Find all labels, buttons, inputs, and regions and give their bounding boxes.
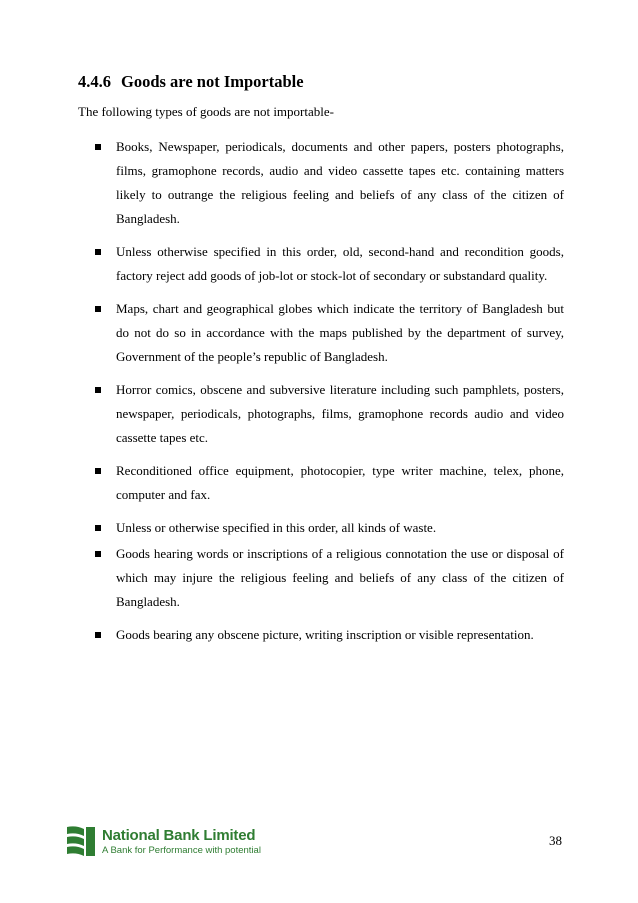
square-bullet-icon (95, 144, 101, 150)
list-item-text: Unless or otherwise specified in this order, all kinds of waste. (116, 520, 437, 535)
goods-list (94, 135, 564, 656)
list-item (94, 459, 564, 507)
list-item-text: Reconditioned office equipment, photocopier, type writer machine, telex, phone, computer and fax. (116, 463, 564, 502)
square-bullet-icon (95, 468, 101, 474)
list-item (94, 516, 564, 540)
square-bullet-icon (95, 387, 101, 393)
square-bullet-icon (95, 525, 101, 531)
intro-text: The following types of goods are not importable- (78, 104, 334, 119)
list-item-text: Books, Newspaper, periodicals, documents and other papers, posters photographs, films, gramophone records, audio and video cassette tapes etc. containing matters likely to outrange the religious feeling and beliefs of any class of the citizen of Bangladesh. (116, 139, 564, 226)
section-title: Goods are not Importable (121, 72, 304, 91)
list-item (94, 240, 564, 288)
list-item (94, 378, 564, 450)
list-item (94, 623, 564, 647)
list-item (94, 297, 564, 369)
list-item-text: Goods hearing words or inscriptions of a religious connotation the use or disposal of which may injure the religious feeling and beliefs of any class of the citizen of Bangladesh. (116, 546, 564, 609)
bank-logo (64, 823, 264, 863)
list-item-text: Maps, chart and geographical globes which indicate the territory of Bangladesh but do not do so in accordance with the maps published by the department of survey, Government of the people’s republic of Bangladesh. (116, 301, 564, 364)
section-number: 4.4.6 (78, 72, 111, 91)
bank-logo-tagline: A Bank for Performance with potential (102, 845, 261, 856)
square-bullet-icon (95, 249, 101, 255)
square-bullet-icon (95, 632, 101, 638)
square-bullet-icon (95, 551, 101, 557)
page-number: 38 (549, 833, 562, 848)
list-item-text: Unless otherwise specified in this order, old, second-hand and recondition goods, factory reject add goods of job-lot or stock-lot of secondary or substandard quality. (116, 244, 564, 283)
list-item-text: Goods bearing any obscene picture, writing inscription or visible representation. (116, 627, 534, 642)
section-heading (78, 72, 304, 92)
bank-logo-icon (64, 823, 98, 859)
bank-logo-name: National Bank Limited (102, 827, 256, 844)
list-item (94, 135, 564, 231)
list-item (94, 542, 564, 614)
square-bullet-icon (95, 306, 101, 312)
list-item-text: Horror comics, obscene and subversive literature including such pamphlets, posters, newspaper, periodicals, photographs, films, gramophone records audio and video cassette tapes etc. (116, 382, 564, 445)
